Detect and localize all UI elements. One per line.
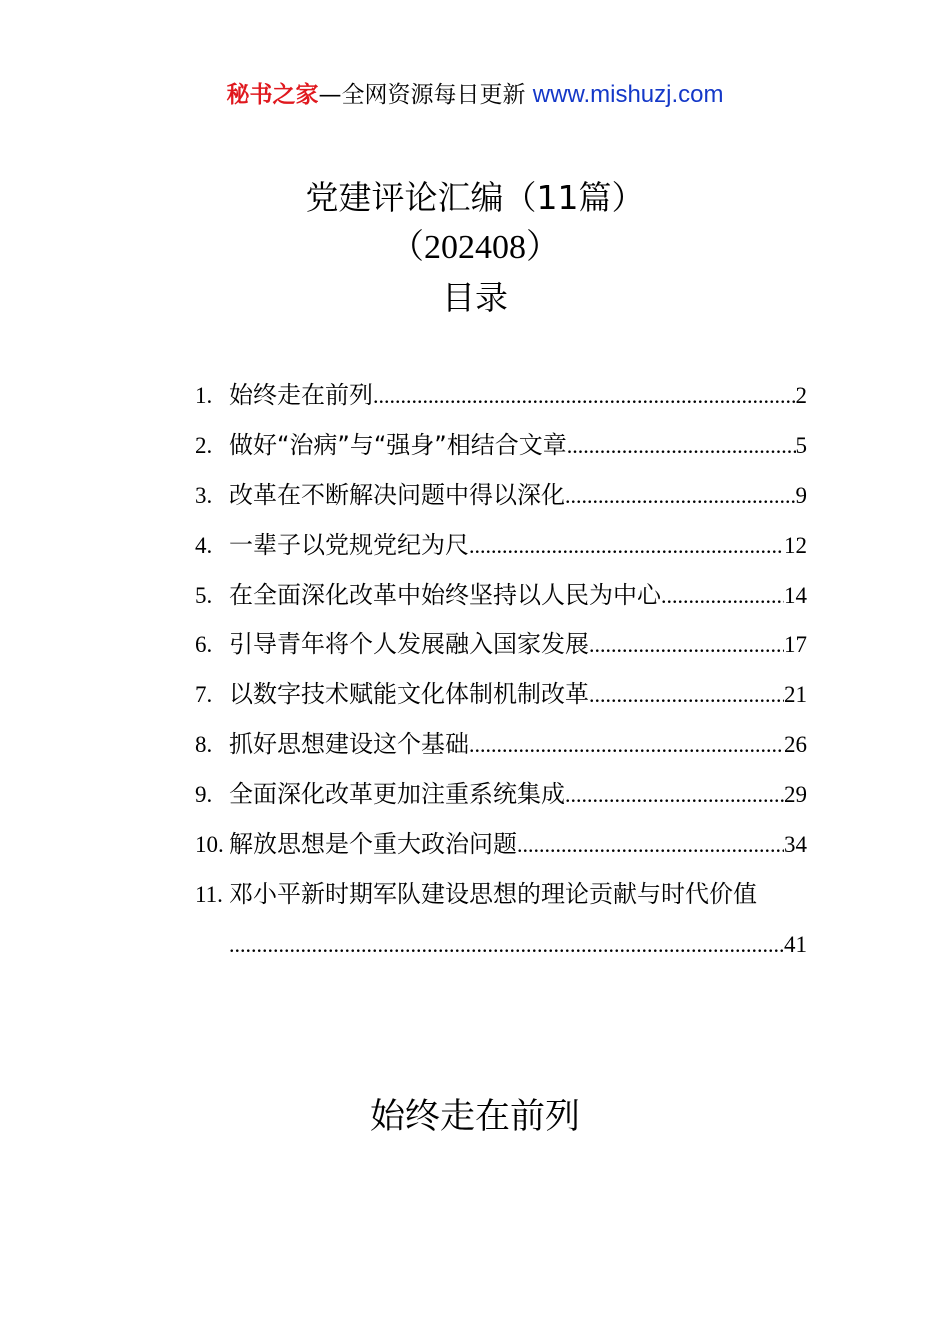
toc-entry-title: 以数字技术赋能文化体制机制改革 xyxy=(229,680,589,709)
toc-entry-number: 6. xyxy=(195,632,213,658)
toc-entry-page: 21 xyxy=(784,682,807,708)
toc-entry-title: 一辈子以党规党纪为尺 xyxy=(229,530,469,559)
toc-entry-page: 26 xyxy=(784,732,807,758)
toc-entry-page: 12 xyxy=(784,532,807,558)
toc-entry-number: 10. xyxy=(195,832,224,858)
toc-entry-page: 34 xyxy=(784,832,807,858)
toc-entry-number: 4. xyxy=(195,532,213,558)
toc-entry-title: 抓好思想建设这个基础 xyxy=(229,730,469,759)
site-header xyxy=(0,78,950,112)
toc-entry[interactable] xyxy=(195,620,807,670)
toc-entry-number: 5. xyxy=(195,582,213,608)
toc-entry[interactable] xyxy=(195,571,807,621)
toc-leader-dots xyxy=(469,521,784,571)
toc-entry-title: 引导青年将个人发展融入国家发展 xyxy=(229,630,589,659)
toc-leader-dots xyxy=(373,371,796,421)
toc-entry-number: 7. xyxy=(195,682,213,708)
document-date: （202408） xyxy=(390,229,560,266)
toc-leader-dots xyxy=(229,920,784,970)
toc-heading: 目录 xyxy=(442,278,508,317)
toc-entry[interactable] xyxy=(195,670,807,720)
toc-entry[interactable] xyxy=(195,471,807,521)
toc-entry-number: 3. xyxy=(195,482,213,508)
header-tagline: —全网资源每日更新 xyxy=(318,82,526,108)
toc-entry-page: 14 xyxy=(784,582,807,608)
toc-entry[interactable] xyxy=(195,770,807,820)
brand-name: 秘书之家 xyxy=(226,82,319,108)
document-title: 党建评论汇编（11篇） xyxy=(305,178,645,217)
toc-entry-number: 9. xyxy=(195,782,213,808)
toc-entry-page: 2 xyxy=(795,383,807,408)
toc-entry[interactable] xyxy=(195,371,807,421)
toc-leader-dots xyxy=(565,770,784,820)
toc-entry[interactable] xyxy=(195,720,807,770)
toc-leader-dots xyxy=(567,421,796,471)
toc-leader-dots xyxy=(565,471,796,521)
table-of-contents xyxy=(195,371,807,970)
toc-leader-dots xyxy=(661,571,784,621)
toc-entry-number: 1. xyxy=(195,383,213,408)
toc-entry-page: 9 xyxy=(795,482,807,508)
toc-entry-continuation[interactable] xyxy=(195,920,807,970)
toc-entry[interactable] xyxy=(195,820,807,870)
toc-entry-number: 2. xyxy=(195,432,213,458)
toc-leader-dots xyxy=(469,720,784,770)
toc-entry-title: 邓小平新时期军队建设思想的理论贡献与时代价值 xyxy=(229,879,757,908)
toc-entry-page: 41 xyxy=(784,931,807,957)
toc-leader-dots xyxy=(589,670,784,720)
toc-leader-dots xyxy=(589,620,784,670)
toc-entry-number: 8. xyxy=(195,732,213,758)
site-url-link[interactable]: www.mishuzj.com xyxy=(532,81,724,108)
toc-entry-title: 做好“治病”与“强身”相结合文章 xyxy=(229,430,567,459)
toc-entry-title: 改革在不断解决问题中得以深化 xyxy=(229,480,565,509)
toc-entry-number: 11. xyxy=(195,881,223,907)
toc-entry[interactable] xyxy=(195,421,807,471)
toc-entry-title: 解放思想是个重大政治问题 xyxy=(229,830,517,859)
toc-entry[interactable] xyxy=(195,870,807,920)
toc-entry-page: 29 xyxy=(784,782,807,808)
toc-leader-dots xyxy=(517,820,784,870)
toc-entry-title: 始终走在前列 xyxy=(229,381,373,409)
toc-entry-title: 在全面深化改革中始终坚持以人民为中心 xyxy=(229,580,661,609)
article-title: 始终走在前列 xyxy=(369,1097,580,1137)
toc-entry-page: 5 xyxy=(795,432,807,458)
toc-entry-title: 全面深化改革更加注重系统集成 xyxy=(229,780,565,809)
toc-entry[interactable] xyxy=(195,521,807,571)
toc-entry-page: 17 xyxy=(784,632,807,658)
